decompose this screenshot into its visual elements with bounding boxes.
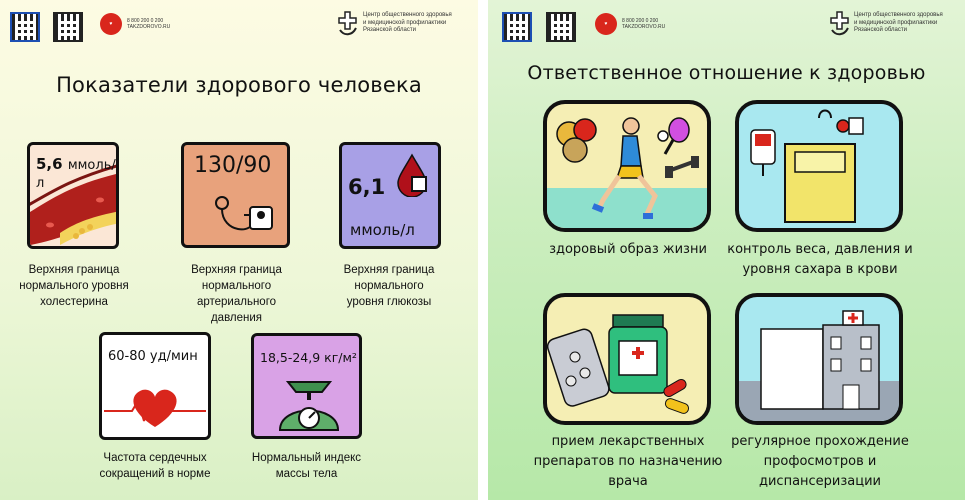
glucose-value: 6,1 — [348, 175, 386, 199]
org-logo-icon — [336, 10, 360, 38]
medication-card — [543, 293, 711, 425]
cholesterol-unit: ммоль/л — [36, 158, 116, 191]
bmi-caption — [240, 450, 373, 482]
glucose-caption — [330, 262, 448, 310]
caption-line: Верхняя граница — [28, 264, 120, 276]
heartbeat-icon — [102, 383, 208, 433]
right-poster — [488, 0, 965, 500]
caption-line: Верхняя граница — [343, 264, 435, 276]
cholesterol-number: 5,6 — [36, 155, 63, 173]
page-title: Показатели здорового человека — [56, 73, 422, 97]
vk-qr-code-icon — [502, 12, 532, 42]
caption-line: регулярное прохождение — [731, 434, 909, 449]
caption-line: массы тела — [275, 468, 338, 480]
caption-line: контроль веса, давления и — [727, 242, 913, 257]
caption-line: холестерина — [40, 296, 108, 308]
glucose-unit: ммоль/л — [350, 221, 415, 239]
caption-line: нормального уровня — [19, 280, 129, 292]
caption-line: препаратов по назначению — [533, 454, 723, 469]
caption-line: Верхняя граница — [191, 264, 282, 276]
caption-line: сокращений в норме — [99, 468, 211, 480]
caption-line: уровня сахара в крови — [742, 262, 898, 277]
caption-line: артериального давления — [196, 296, 277, 324]
monitoring-card — [735, 100, 903, 232]
checkups-caption — [715, 432, 925, 492]
healthy-lifestyle-card — [543, 100, 711, 232]
takzdorovo-logo-icon: ♥ — [595, 13, 617, 35]
cholesterol-caption — [10, 262, 138, 310]
caption-line: врача — [608, 474, 648, 489]
org-logo-icon — [828, 10, 852, 38]
takzdorovo-logo-icon: ♥ — [100, 13, 122, 35]
hospital-icon — [739, 297, 899, 421]
hotline-site: TAKZDOROVO.RU — [127, 24, 171, 30]
caption-line: нормального — [201, 280, 272, 292]
hotline — [127, 18, 187, 30]
caption-line: уровня глюкозы — [346, 296, 432, 308]
caption-line: нормального — [354, 280, 424, 292]
heart-rate-card — [99, 332, 211, 440]
pills-icon — [547, 297, 707, 421]
org-name: Центр общественного здоровья и медицинской профилактики Рязанской области — [854, 12, 943, 33]
monitoring-icon — [739, 104, 899, 228]
bmi-value: 18,5-24,9 кг/м² — [260, 350, 357, 365]
caption-line: диспансеризации — [758, 474, 882, 489]
caption-line: Нормальный индекс — [251, 452, 362, 464]
cholesterol-value — [36, 155, 116, 191]
hotline — [622, 18, 682, 30]
hotline-phone: 8 800 200 0 200 — [127, 18, 164, 24]
caption-line: профосмотров и — [763, 454, 877, 469]
tonometer-icon — [214, 185, 284, 241]
medication-caption — [518, 432, 738, 492]
monitoring-caption — [720, 240, 920, 280]
vk-qr-code-icon — [10, 12, 40, 42]
runner-icon — [547, 104, 707, 228]
hotline-phone: 8 800 200 0 200 — [622, 18, 659, 24]
cholesterol-card — [27, 142, 119, 249]
hotline-site: TAKZDOROVO.RU — [622, 24, 666, 30]
ok-qr-code-icon — [546, 12, 576, 42]
heart-rate-caption — [85, 450, 225, 482]
heart-rate-value: 60-80 уд/мин — [108, 349, 198, 364]
bmi-card — [251, 333, 362, 439]
healthy-lifestyle-caption — [528, 240, 728, 260]
org-name: Центр общественного здоровья и медицинской профилактики Рязанской области — [363, 12, 452, 33]
pressure-card — [181, 142, 290, 248]
blood-drop-icon — [396, 153, 428, 197]
checkups-card — [735, 293, 903, 425]
caption-line: прием лекарственных — [551, 434, 705, 449]
ok-qr-code-icon — [53, 12, 83, 42]
panel-divider — [478, 0, 488, 500]
pressure-caption — [170, 262, 303, 326]
caption-line: Частота сердечных — [103, 452, 207, 464]
left-poster — [0, 0, 478, 500]
scales-icon — [274, 374, 344, 432]
page-title: Ответственное отношение к здоровью — [527, 62, 926, 84]
glucose-card — [339, 142, 441, 249]
pressure-value: 130/90 — [194, 153, 272, 178]
caption-line: здоровый образ жизни — [549, 242, 707, 257]
